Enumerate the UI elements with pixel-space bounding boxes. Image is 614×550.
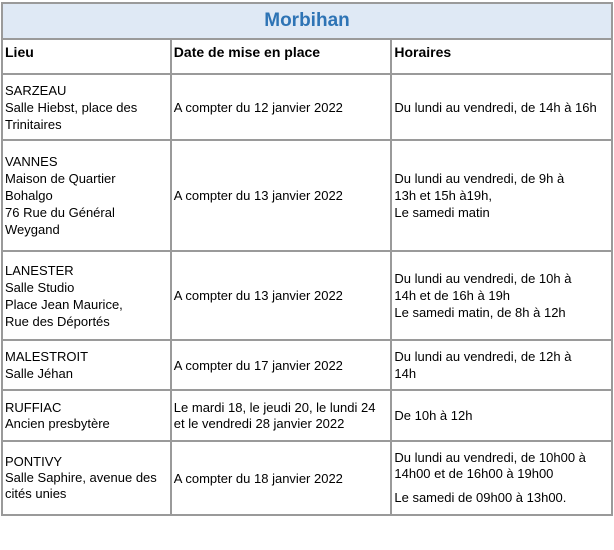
- cell-lieu: [2, 74, 171, 140]
- lieu-line: Ancien presbytère: [5, 415, 110, 431]
- header-row: [2, 39, 612, 74]
- lieu-line: cités unies: [5, 486, 67, 501]
- table-row: [2, 441, 612, 515]
- lieu-line: Bohalgo: [5, 188, 53, 203]
- lieu-line: Trinitaires: [5, 116, 62, 132]
- lieu-line: Salle Saphire, avenue des: [5, 470, 157, 485]
- cell-horaires: [391, 74, 612, 140]
- horaires-line: Du lundi au vendredi, de 12h à: [394, 349, 572, 364]
- table-row: [2, 390, 612, 441]
- cell-lieu: [2, 441, 171, 515]
- schedule-table: [1, 2, 613, 516]
- horaires-line: Du lundi au vendredi, de 9h à: [394, 171, 565, 186]
- cell-date: [171, 140, 392, 251]
- horaires-line: 14h00 et de 16h00 à 19h00: [394, 466, 554, 481]
- date-line: A compter du 13 janvier 2022: [173, 288, 343, 303]
- cell-horaires: [391, 340, 612, 390]
- table-row: [2, 251, 612, 340]
- cell-date: [171, 74, 392, 140]
- header-horaires: Horaires: [391, 39, 612, 74]
- date-line: A compter du 13 janvier 2022: [173, 188, 343, 203]
- lieu-line: 76 Rue du Général: [5, 205, 115, 220]
- horaires-line: Le samedi matin, de 8h à 12h: [394, 305, 566, 320]
- cell-date: [171, 441, 392, 515]
- cell-horaires: [391, 441, 612, 515]
- date-line: A compter du 18 janvier 2022: [173, 470, 343, 486]
- horaires-line: De 10h à 12h: [394, 407, 473, 423]
- lieu-line: Weygand: [5, 222, 60, 237]
- horaires-line: Du lundi au vendredi, de 14h à 16h: [394, 99, 597, 115]
- date-line: A compter du 17 janvier 2022: [173, 357, 343, 373]
- lieu-line: Salle Studio: [5, 279, 75, 295]
- horaires-line: Le samedi matin: [394, 205, 490, 220]
- table-title: Morbihan: [2, 3, 612, 39]
- date-line: et le vendredi 28 janvier 2022: [173, 415, 345, 431]
- cell-lieu: [2, 340, 171, 390]
- lieu-line: SARZEAU: [5, 82, 67, 98]
- horaires-line: 14h et de 16h à 19h: [394, 288, 511, 303]
- lieu-line: Maison de Quartier: [5, 171, 116, 186]
- cell-lieu: [2, 251, 171, 340]
- date-line: A compter du 12 janvier 2022: [173, 99, 343, 115]
- lieu-line: RUFFIAC: [5, 399, 62, 415]
- cell-lieu: [2, 390, 171, 441]
- lieu-line: Salle Hiebst, place des: [5, 99, 138, 115]
- title-row: [2, 3, 612, 39]
- table-row: [2, 340, 612, 390]
- horaires-extra-line: Le samedi de 09h00 à 13h00.: [394, 490, 567, 505]
- horaires-line: Du lundi au vendredi, de 10h à: [394, 271, 572, 286]
- lieu-line: Salle Jéhan: [5, 366, 73, 381]
- cell-date: [171, 390, 392, 441]
- lieu-line: Rue des Déportés: [5, 313, 110, 329]
- horaires-line: 14h: [394, 366, 417, 381]
- lieu-line: LANESTER: [5, 262, 74, 278]
- header-lieu: Lieu: [2, 39, 171, 74]
- header-date: Date de mise en place: [171, 39, 392, 74]
- date-line: Le mardi 18, le jeudi 20, le lundi 24: [173, 399, 376, 415]
- table-row: [2, 74, 612, 140]
- lieu-line: PONTIVY: [5, 454, 63, 469]
- lieu-line: Place Jean Maurice,: [5, 296, 123, 312]
- cell-date: [171, 251, 392, 340]
- cell-horaires: [391, 140, 612, 251]
- horaires-line: Du lundi au vendredi, de 10h00 à: [394, 450, 586, 465]
- cell-lieu: [2, 140, 171, 251]
- lieu-line: MALESTROIT: [5, 349, 89, 364]
- cell-date: [171, 340, 392, 390]
- cell-horaires: [391, 390, 612, 441]
- lieu-line: VANNES: [5, 154, 58, 169]
- cell-horaires: [391, 251, 612, 340]
- table-row: [2, 140, 612, 251]
- horaires-line: 13h et 15h à19h,: [394, 188, 492, 203]
